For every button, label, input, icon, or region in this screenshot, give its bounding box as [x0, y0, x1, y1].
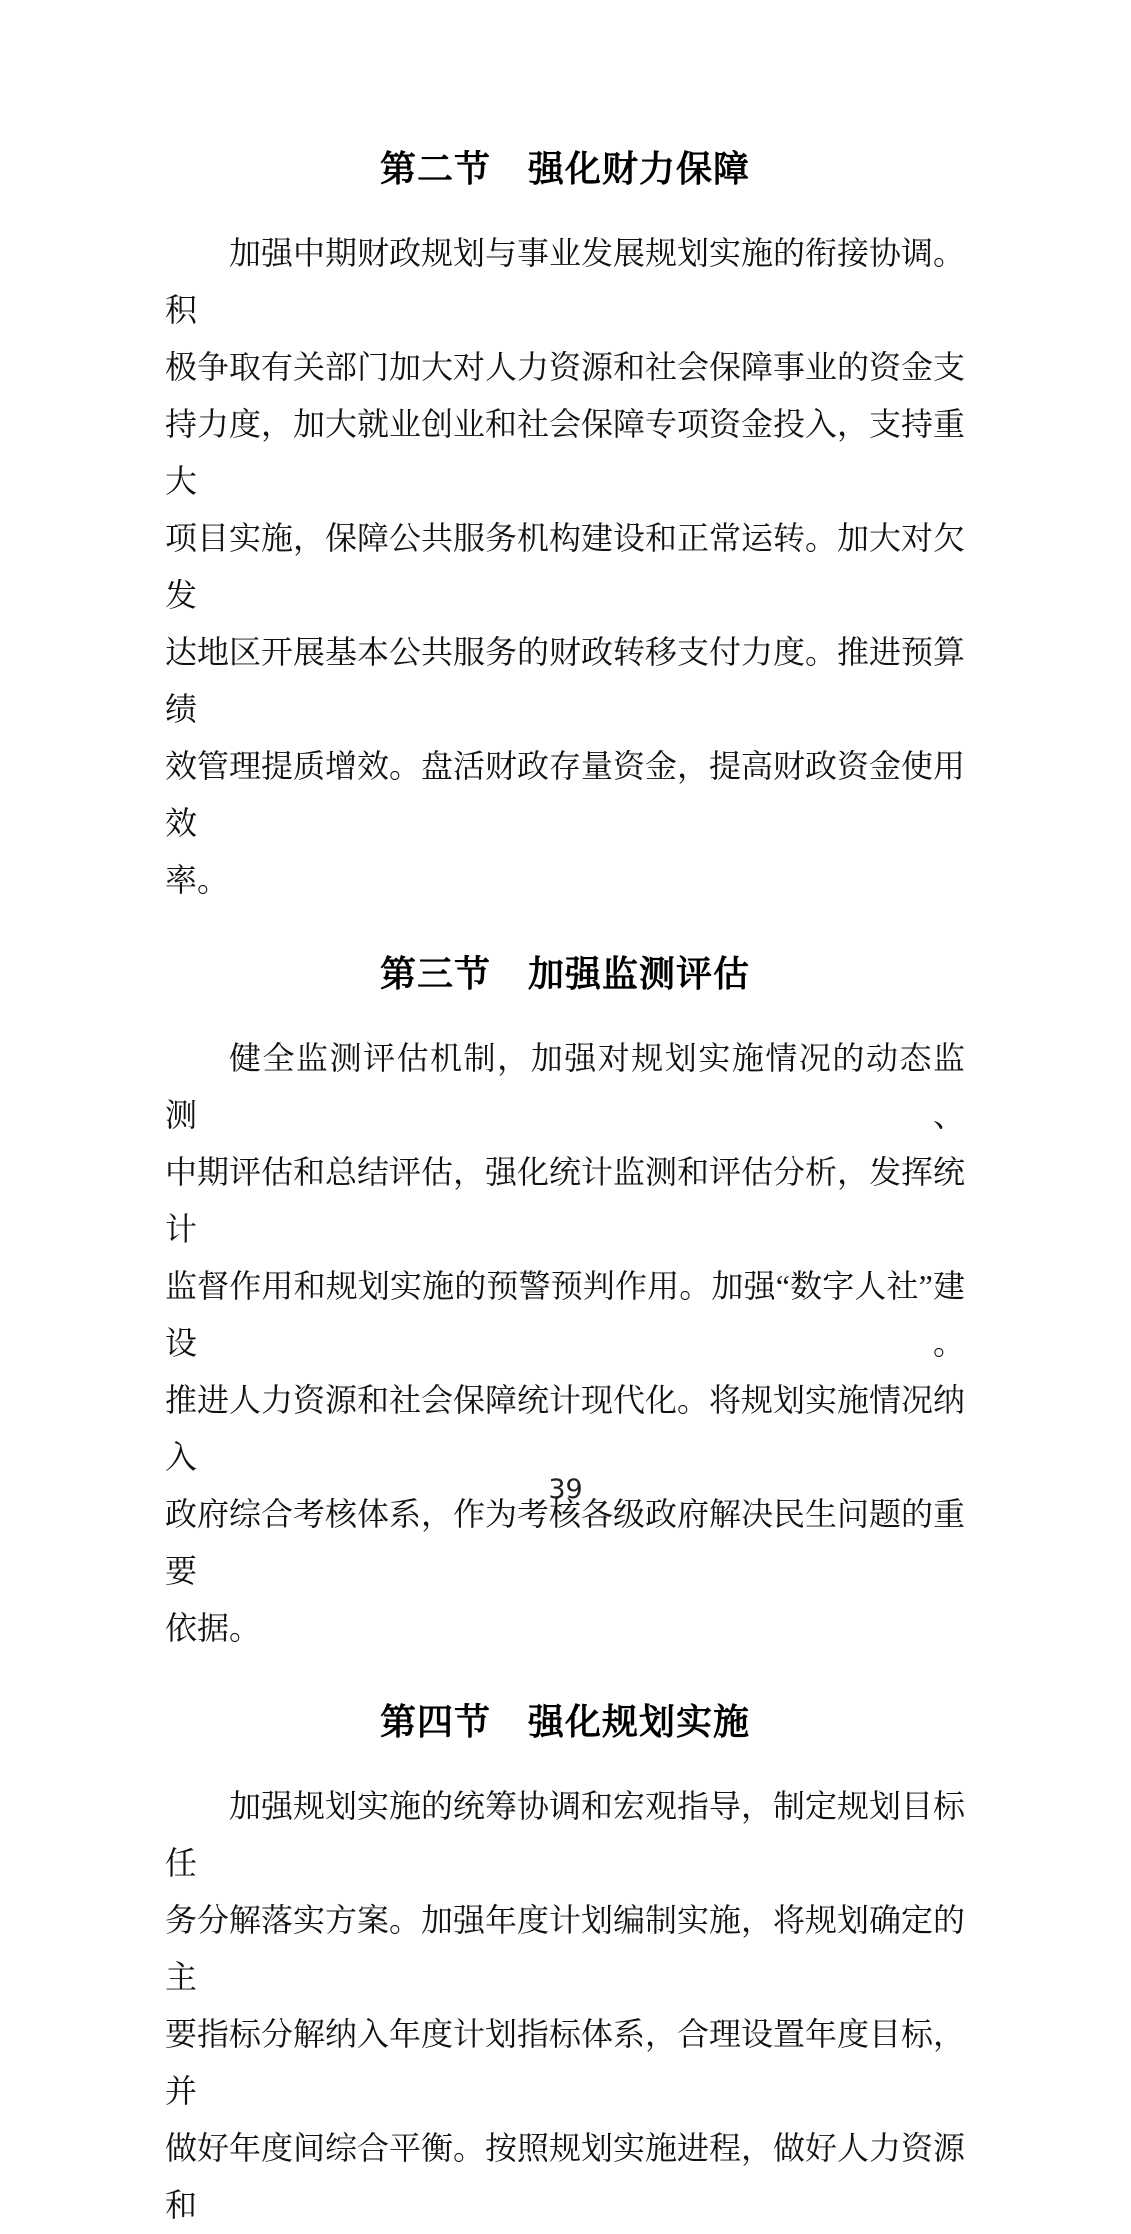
document-section: [165, 148, 965, 909]
text-line: 项目实施，保障公共服务机构建设和正常运转。加大对欠发: [165, 520, 966, 613]
body-paragraph: [165, 225, 965, 909]
text-line: 加强规划实施的统筹协调和宏观指导，制定规划目标任: [165, 1788, 966, 1881]
text-line: 率。: [165, 862, 230, 898]
text-line: 做好年度间综合平衡。按照规划实施进程，做好人力资源和: [165, 2130, 966, 2223]
document-section: [165, 1701, 965, 2234]
text-line: 监督作用和规划实施的预警预判作用。加强“数字人社”建设。: [165, 1268, 965, 1361]
text-line: 加强中期财政规划与事业发展规划实施的衔接协调。积: [165, 235, 966, 328]
page-footer: [0, 1474, 1131, 1505]
text-line: 政府综合考核体系，作为考核各级政府解决民生问题的重要: [165, 1496, 966, 1589]
text-line: 要指标分解纳入年度计划指标体系，合理设置年度目标，并: [165, 2016, 966, 2109]
section-heading: 第四节 强化规划实施: [379, 1701, 750, 1742]
document-section: [165, 953, 965, 1657]
body-paragraph: [165, 1778, 965, 2234]
text-line: 达地区开展基本公共服务的财政转移支付力度。推进预算绩: [165, 634, 966, 727]
text-line: 健全监测评估机制，加强对规划实施情况的动态监测、: [165, 1040, 965, 1133]
text-line: 持力度，加大就业创业和社会保障专项资金投入，支持重大: [165, 406, 966, 499]
text-line: 极争取有关部门加大对人力资源和社会保障事业的资金支: [165, 349, 966, 385]
text-line: 中期评估和总结评估，强化统计监测和评估分析，发挥统计: [165, 1154, 966, 1247]
page-number: 39: [548, 1474, 583, 1505]
text-line: 效管理提质增效。盘活财政存量资金，提高财政资金使用效: [165, 748, 966, 841]
text-line: 务分解落实方案。加强年度计划编制实施，将规划确定的主: [165, 1902, 966, 1995]
section-heading: 第三节 加强监测评估: [379, 953, 750, 994]
text-line: 依据。: [165, 1610, 262, 1646]
body-paragraph: [165, 1030, 965, 1657]
section-heading: 第二节 强化财力保障: [379, 148, 750, 189]
text-line: 推进人力资源和社会保障统计现代化。将规划实施情况纳入: [165, 1382, 966, 1475]
